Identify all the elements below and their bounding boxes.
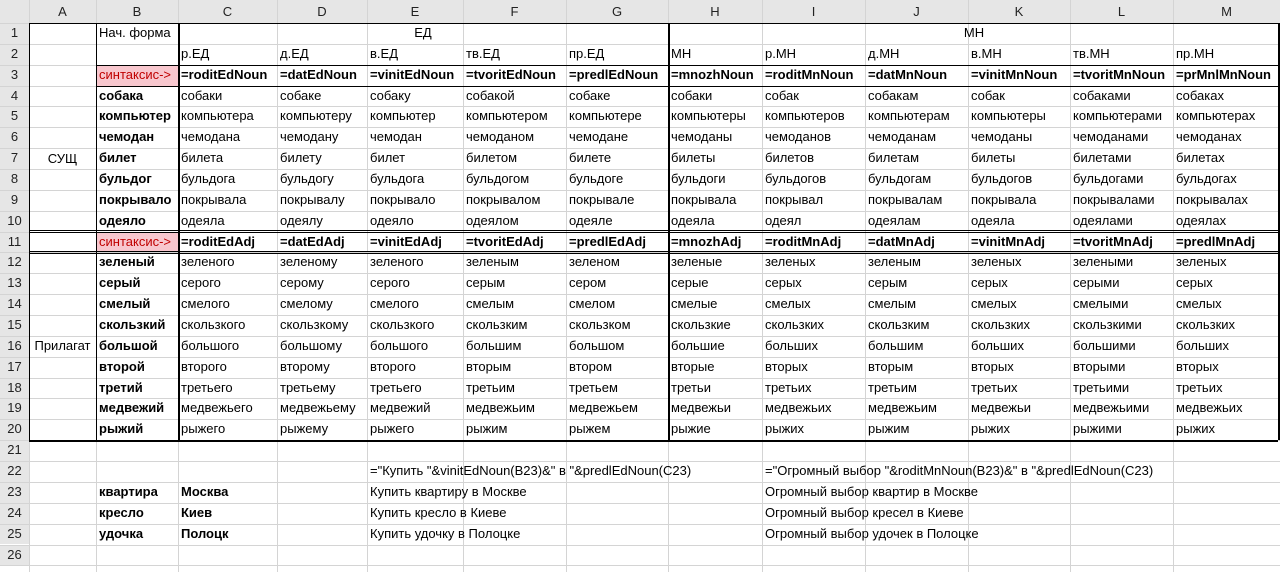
form-cell[interactable]: смелого (370, 296, 419, 312)
syntax-cell[interactable]: =datMnAdj (868, 233, 935, 249)
form-cell[interactable]: зеленому (280, 254, 338, 270)
form-cell[interactable]: компьютерам (868, 108, 950, 124)
form-cell[interactable]: одеяла (181, 212, 225, 228)
border-line (29, 440, 1278, 442)
form-cell[interactable]: рыжего (181, 421, 226, 437)
form-cell[interactable]: покрывалу (280, 191, 345, 207)
column-header-g[interactable]: G (566, 0, 668, 23)
syntax-cell[interactable]: =vinitMnNoun (971, 66, 1058, 82)
syntax-cell[interactable]: =predlEdAdj (569, 233, 646, 249)
form-cell[interactable]: чемодана (181, 129, 241, 145)
base-word-cell[interactable]: третий (99, 379, 143, 395)
row-header-9[interactable]: 9 (0, 190, 29, 211)
syntax-cell[interactable]: =vinitEdNoun (370, 66, 455, 82)
adj-section-label[interactable]: Прилагат (34, 338, 91, 354)
syntax-cell[interactable]: =tvoritEdAdj (466, 233, 544, 249)
border-line (96, 65, 1278, 66)
form-cell[interactable]: компьютеры (971, 108, 1046, 124)
row-header-10[interactable]: 10 (0, 211, 29, 232)
form-cell[interactable]: больших (1176, 337, 1229, 353)
form-cell[interactable]: бульдогов (765, 171, 827, 187)
form-cell[interactable]: зелеными (1073, 254, 1134, 270)
column-header-e[interactable]: E (367, 0, 463, 23)
form-cell[interactable]: покрывал (765, 191, 824, 207)
row-header-16[interactable]: 16 (0, 336, 29, 357)
form-cell[interactable]: скользкого (181, 317, 246, 333)
base-word-cell[interactable]: покрывало (99, 191, 172, 207)
row-header-7[interactable]: 7 (0, 148, 29, 169)
form-cell[interactable]: медвежьи (671, 400, 732, 416)
form-cell[interactable]: собаке (280, 87, 322, 103)
row-header-25[interactable]: 25 (0, 524, 29, 545)
form-cell[interactable]: скользких (971, 317, 1031, 333)
form-cell[interactable]: смелых (1176, 296, 1222, 312)
form-cell[interactable]: второго (181, 358, 227, 374)
form-cell[interactable]: большим (466, 337, 522, 353)
form-cell[interactable]: вторыми (1073, 358, 1126, 374)
form-cell[interactable]: компьютеров (765, 108, 845, 124)
form-cell[interactable]: скользкому (280, 317, 349, 333)
base-word-cell[interactable]: бульдог (99, 171, 152, 187)
form-cell[interactable]: третьи (671, 379, 711, 395)
syntax-cell[interactable]: =roditEdAdj (181, 233, 256, 249)
initial-form-header[interactable]: Нач. форма (99, 25, 171, 40)
form-cell[interactable]: чемоданах (1176, 129, 1242, 145)
form-cell[interactable]: покрывала (181, 191, 247, 207)
form-cell[interactable]: чемоданы (971, 129, 1033, 145)
column-header-i[interactable]: I (762, 0, 865, 23)
row-header-8[interactable]: 8 (0, 169, 29, 190)
form-cell[interactable]: рыжими (1073, 421, 1122, 437)
form-cell[interactable]: одеялом (466, 212, 519, 228)
form-cell[interactable]: зеленом (569, 254, 620, 270)
form-cell[interactable]: серых (1176, 275, 1213, 291)
form-cell[interactable]: одеялу (280, 212, 323, 228)
border-line (96, 86, 1278, 87)
base-word-cell[interactable]: чемодан (99, 129, 155, 145)
form-cell[interactable]: скользким (466, 317, 528, 333)
form-cell[interactable]: собак (765, 87, 799, 103)
form-cell[interactable]: серых (765, 275, 802, 291)
form-cell[interactable]: больших (765, 337, 818, 353)
form-cell[interactable]: серого (370, 275, 410, 291)
grid-line (0, 565, 1280, 566)
form-cell[interactable]: большие (671, 337, 725, 353)
form-cell[interactable]: билеты (971, 150, 1016, 166)
form-cell[interactable]: собакой (466, 87, 515, 103)
row-header-14[interactable]: 14 (0, 294, 29, 315)
base-word-cell[interactable]: компьютер (99, 108, 171, 124)
form-cell[interactable]: скользкого (370, 317, 435, 333)
form-cell[interactable]: компьютерами (1073, 108, 1162, 124)
form-cell[interactable]: больших (971, 337, 1024, 353)
form-cell[interactable]: большими (1073, 337, 1136, 353)
form-cell[interactable]: медвежий (370, 400, 431, 416)
form-cell[interactable]: смелые (671, 296, 718, 312)
syntax-cell[interactable]: =datMnNoun (868, 66, 948, 82)
form-cell[interactable]: одеяла (671, 212, 715, 228)
form-cell[interactable]: третьего (181, 379, 233, 395)
form-cell[interactable]: сером (569, 275, 607, 291)
form-cell[interactable]: скользкие (671, 317, 731, 333)
row-header-12[interactable]: 12 (0, 252, 29, 273)
form-cell[interactable]: второго (370, 358, 416, 374)
form-cell[interactable]: собаки (181, 87, 223, 103)
column-header-j[interactable]: J (865, 0, 968, 23)
form-cell[interactable]: одеялами (1073, 212, 1133, 228)
row-header-26[interactable]: 26 (0, 545, 29, 566)
form-cell[interactable]: билетах (1176, 150, 1225, 166)
form-cell[interactable]: бульдогом (466, 171, 530, 187)
syntax-cell[interactable]: =roditMnNoun (765, 66, 854, 82)
form-cell[interactable]: собаке (569, 87, 611, 103)
form-cell[interactable]: зеленым (868, 254, 921, 270)
column-header-m[interactable]: M (1173, 0, 1280, 23)
form-cell[interactable]: вторых (765, 358, 808, 374)
form-cell[interactable]: вторым (466, 358, 512, 374)
form-cell[interactable]: зеленого (370, 254, 424, 270)
row-header-3[interactable]: 3 (0, 65, 29, 86)
example-choice-result[interactable]: Огромный выбор квартир в Москве (765, 483, 978, 499)
form-cell[interactable]: серым (868, 275, 908, 291)
form-cell[interactable]: смелым (466, 296, 515, 312)
row-header-4[interactable]: 4 (0, 86, 29, 107)
row-header-13[interactable]: 13 (0, 273, 29, 294)
formula-buy[interactable]: ="Купить "&vinitEdNoun(B23)&" в "&predlEdNoun(C23) (370, 463, 692, 479)
example-city-cell[interactable]: Москва (181, 483, 229, 499)
form-cell[interactable]: рыжих (1176, 421, 1216, 437)
form-cell[interactable]: бульдога (370, 171, 425, 187)
form-cell[interactable]: компьютеру (280, 108, 352, 124)
form-cell[interactable]: билета (181, 150, 224, 166)
form-cell[interactable]: вторым (868, 358, 914, 374)
column-header-l[interactable]: L (1070, 0, 1173, 23)
form-cell[interactable]: билетов (765, 150, 815, 166)
form-cell[interactable]: бульдогам (868, 171, 932, 187)
base-word-cell[interactable]: смелый (99, 296, 151, 312)
form-cell[interactable]: третьему (280, 379, 336, 395)
syntax-cell[interactable]: =datEdNoun (280, 66, 357, 82)
form-cell[interactable]: третьим (868, 379, 917, 395)
case-header[interactable]: МН (671, 45, 692, 61)
form-cell[interactable]: медвежьими (1073, 400, 1150, 416)
form-cell[interactable]: рыжем (569, 421, 611, 437)
form-cell[interactable]: компьютера (181, 108, 254, 124)
form-cell[interactable]: смелом (569, 296, 616, 312)
form-cell[interactable]: чемодане (569, 129, 629, 145)
form-cell[interactable]: собаках (1176, 87, 1224, 103)
plural-header[interactable]: МН (963, 25, 985, 40)
border-line (29, 253, 1278, 254)
row-header-23[interactable]: 23 (0, 482, 29, 503)
syntax-cell[interactable]: =datEdAdj (280, 233, 345, 249)
form-cell[interactable]: рыжие (671, 421, 711, 437)
form-cell[interactable]: вторые (671, 358, 715, 374)
form-cell[interactable]: смелых (765, 296, 811, 312)
form-cell[interactable]: покрывалом (466, 191, 541, 207)
form-cell[interactable]: вторых (971, 358, 1014, 374)
form-cell[interactable]: компьютере (569, 108, 642, 124)
row-header-22[interactable]: 22 (0, 461, 29, 482)
form-cell[interactable]: медвежьих (765, 400, 832, 416)
form-cell[interactable]: медвежьем (569, 400, 638, 416)
form-cell[interactable]: одеяла (971, 212, 1015, 228)
form-cell[interactable]: зеленые (671, 254, 723, 270)
row-header-15[interactable]: 15 (0, 315, 29, 336)
column-header-h[interactable]: H (668, 0, 762, 23)
form-cell[interactable]: рыжих (971, 421, 1011, 437)
noun-section-label[interactable]: СУЩ (47, 150, 78, 166)
form-cell[interactable]: бульдоге (569, 171, 624, 187)
case-header[interactable]: пр.ЕД (569, 45, 605, 61)
syntax-cell[interactable]: =prMnlMnNoun (1176, 66, 1271, 82)
base-word-cell[interactable]: второй (99, 358, 145, 374)
form-cell[interactable]: медвежьим (466, 400, 535, 416)
form-cell[interactable]: большого (370, 337, 429, 353)
base-word-cell[interactable]: билет (99, 150, 137, 166)
example-buy-result[interactable]: Купить удочку в Полоцке (370, 525, 521, 541)
example-city-cell[interactable]: Полоцк (181, 525, 229, 541)
form-cell[interactable]: чемодан (370, 129, 422, 145)
form-cell[interactable]: третьими (1073, 379, 1130, 395)
form-cell[interactable]: бульдогу (280, 171, 334, 187)
form-cell[interactable]: зеленого (181, 254, 235, 270)
form-cell[interactable]: покрывалами (1073, 191, 1155, 207)
form-cell[interactable]: компьютеры (671, 108, 746, 124)
form-cell[interactable]: смелых (971, 296, 1017, 312)
form-cell[interactable]: билет (370, 150, 406, 166)
syntax-cell[interactable]: =vinitMnAdj (971, 233, 1046, 249)
syntax-cell[interactable]: =tvoritEdNoun (466, 66, 556, 82)
syntax-cell[interactable]: =mnozhNoun (671, 66, 754, 82)
form-cell[interactable]: компьютером (466, 108, 548, 124)
case-header[interactable]: тв.МН (1073, 45, 1110, 61)
form-cell[interactable]: бульдогов (971, 171, 1033, 187)
base-word-cell[interactable]: медвежий (99, 400, 165, 416)
form-cell[interactable]: смелого (181, 296, 230, 312)
example-noun-cell[interactable]: удочка (99, 525, 144, 541)
case-header[interactable]: д.МН (868, 45, 900, 61)
border-line (1278, 23, 1280, 440)
select-all-corner[interactable] (0, 0, 29, 23)
row-header-1[interactable]: 1 (0, 23, 29, 44)
row-header-11[interactable]: 11 (0, 232, 29, 253)
form-cell[interactable]: втором (569, 358, 613, 374)
form-cell[interactable]: третьим (466, 379, 515, 395)
border-line (29, 23, 1278, 24)
formula-choice[interactable]: ="Огромный выбор "&roditMnNoun(B23)&" в "&predlEdNoun(C23) (765, 463, 1154, 479)
form-cell[interactable]: чемоданов (765, 129, 832, 145)
form-cell[interactable]: зеленых (765, 254, 816, 270)
form-cell[interactable]: третьих (971, 379, 1018, 395)
form-cell[interactable]: покрывале (569, 191, 635, 207)
syntax-cell[interactable]: =tvoritMnAdj (1073, 233, 1153, 249)
form-cell[interactable]: чемоданы (671, 129, 733, 145)
form-cell[interactable]: бульдоги (671, 171, 726, 187)
noun_section-syntax-label[interactable]: синтаксис-> (96, 65, 178, 86)
form-cell[interactable]: вторых (1176, 358, 1219, 374)
example-choice-result[interactable]: Огромный выбор кресел в Киеве (765, 504, 964, 520)
row-header-18[interactable]: 18 (0, 378, 29, 399)
form-cell[interactable]: одеялам (868, 212, 921, 228)
form-cell[interactable]: зеленых (1176, 254, 1227, 270)
form-cell[interactable]: медвежьим (868, 400, 937, 416)
form-cell[interactable]: скользком (569, 317, 631, 333)
form-cell[interactable]: большому (280, 337, 342, 353)
form-cell[interactable]: смелым (868, 296, 917, 312)
form-cell[interactable]: третьего (370, 379, 422, 395)
border-line (29, 251, 1278, 252)
form-cell[interactable]: покрывала (971, 191, 1037, 207)
example-buy-result[interactable]: Купить квартиру в Москве (370, 483, 527, 499)
form-cell[interactable]: скользким (868, 317, 930, 333)
form-cell[interactable]: собаку (370, 87, 411, 103)
form-cell[interactable]: билетом (466, 150, 518, 166)
form-cell[interactable]: серому (280, 275, 324, 291)
form-cell[interactable]: билету (280, 150, 322, 166)
row-header-5[interactable]: 5 (0, 106, 29, 127)
example-noun-cell[interactable]: кресло (99, 504, 144, 520)
case-header[interactable]: в.ЕД (370, 45, 398, 61)
form-cell[interactable]: бульдогами (1073, 171, 1144, 187)
form-cell[interactable]: чемоданом (466, 129, 535, 145)
form-cell[interactable]: компьютерах (1176, 108, 1256, 124)
grid-line (0, 545, 1280, 546)
form-cell[interactable]: собак (971, 87, 1005, 103)
form-cell[interactable]: компьютер (370, 108, 436, 124)
form-cell[interactable]: одеяло (370, 212, 414, 228)
base-word-cell[interactable]: серый (99, 275, 141, 291)
row-header-21[interactable]: 21 (0, 440, 29, 461)
case-header[interactable]: в.МН (971, 45, 1002, 61)
syntax-cell[interactable]: =mnozhAdj (671, 233, 742, 249)
form-cell[interactable]: билетами (1073, 150, 1132, 166)
form-cell[interactable]: большого (181, 337, 240, 353)
form-cell[interactable]: билете (569, 150, 612, 166)
border-line (29, 232, 1278, 233)
form-cell[interactable]: рыжего (370, 421, 415, 437)
example-noun-cell[interactable]: квартира (99, 483, 158, 499)
form-cell[interactable]: второму (280, 358, 330, 374)
form-cell[interactable]: чемоданами (1073, 129, 1149, 145)
form-cell[interactable]: медвежьему (280, 400, 356, 416)
row-header-17[interactable]: 17 (0, 357, 29, 378)
row-header-2[interactable]: 2 (0, 44, 29, 65)
row-header-19[interactable]: 19 (0, 398, 29, 419)
syntax-cell[interactable]: =roditMnAdj (765, 233, 842, 249)
base-word-cell[interactable]: собака (99, 87, 144, 103)
form-cell[interactable]: смелыми (1073, 296, 1129, 312)
form-cell[interactable]: медвежьих (1176, 400, 1243, 416)
form-cell[interactable]: рыжим (466, 421, 508, 437)
form-cell[interactable]: чемоданам (868, 129, 937, 145)
form-cell[interactable]: серым (466, 275, 506, 291)
form-cell[interactable]: большим (868, 337, 924, 353)
syntax-cell[interactable]: =predlEdNoun (569, 66, 659, 82)
example-buy-result[interactable]: Купить кресло в Киеве (370, 504, 507, 520)
row-header-6[interactable]: 6 (0, 127, 29, 148)
column-header-k[interactable]: K (968, 0, 1070, 23)
form-cell[interactable]: бульдогах (1176, 171, 1237, 187)
form-cell[interactable]: третьем (569, 379, 618, 395)
row-header-24[interactable]: 24 (0, 503, 29, 524)
column-header-a[interactable]: A (29, 0, 96, 23)
form-cell[interactable]: покрывалам (868, 191, 943, 207)
form-cell[interactable]: покрывала (671, 191, 737, 207)
form-cell[interactable]: третьих (1176, 379, 1223, 395)
form-cell[interactable]: собаки (671, 87, 713, 103)
form-cell[interactable]: скользких (1176, 317, 1236, 333)
form-cell[interactable]: серые (671, 275, 709, 291)
base-word-cell[interactable]: одеяло (99, 212, 146, 228)
adj_section-syntax-label[interactable]: синтаксис-> (96, 232, 178, 253)
form-cell[interactable]: скользкими (1073, 317, 1142, 333)
form-cell[interactable]: скользких (765, 317, 825, 333)
form-cell[interactable]: рыжих (765, 421, 805, 437)
form-cell[interactable]: билетам (868, 150, 920, 166)
form-cell[interactable]: рыжим (868, 421, 910, 437)
form-cell[interactable]: чемодану (280, 129, 339, 145)
form-cell[interactable]: билеты (671, 150, 716, 166)
singular-header[interactable]: ЕД (414, 25, 432, 40)
syntax-cell[interactable]: =roditEdNoun (181, 66, 268, 82)
case-header[interactable]: пр.МН (1176, 45, 1215, 61)
form-cell[interactable]: одеял (765, 212, 802, 228)
column-header-b[interactable]: B (96, 0, 178, 23)
syntax-cell[interactable]: =tvoritMnNoun (1073, 66, 1166, 82)
form-cell[interactable]: покрывалах (1176, 191, 1248, 207)
form-cell[interactable]: большом (569, 337, 625, 353)
row-header-20[interactable]: 20 (0, 419, 29, 440)
form-cell[interactable]: зеленым (466, 254, 519, 270)
form-cell[interactable]: медвежьего (181, 400, 253, 416)
case-header[interactable]: р.МН (765, 45, 797, 61)
case-header[interactable]: д.ЕД (280, 45, 309, 61)
base-word-cell[interactable]: скользкий (99, 317, 166, 333)
case-header[interactable]: тв.ЕД (466, 45, 500, 61)
syntax-cell[interactable]: =predlMnAdj (1176, 233, 1256, 249)
form-cell[interactable]: третьих (765, 379, 812, 395)
form-cell[interactable]: медвежьи (971, 400, 1032, 416)
form-cell[interactable]: рыжему (280, 421, 329, 437)
form-cell[interactable]: покрывало (370, 191, 436, 207)
form-cell[interactable]: серых (971, 275, 1008, 291)
example-city-cell[interactable]: Киев (181, 504, 213, 520)
form-cell[interactable]: собаками (1073, 87, 1131, 103)
form-cell[interactable]: одеялах (1176, 212, 1227, 228)
base-word-cell[interactable]: зеленый (99, 254, 155, 270)
form-cell[interactable]: бульдога (181, 171, 236, 187)
form-cell[interactable]: зеленых (971, 254, 1022, 270)
base-word-cell[interactable]: рыжий (99, 421, 144, 437)
column-header-f[interactable]: F (463, 0, 566, 23)
form-cell[interactable]: серого (181, 275, 221, 291)
column-header-d[interactable]: D (277, 0, 367, 23)
form-cell[interactable]: собакам (868, 87, 919, 103)
base-word-cell[interactable]: большой (99, 337, 158, 353)
case-header[interactable]: р.ЕД (181, 45, 210, 61)
syntax-cell[interactable]: =vinitEdAdj (370, 233, 442, 249)
form-cell[interactable]: серыми (1073, 275, 1120, 291)
border-line (29, 230, 1278, 231)
form-cell[interactable]: одеяле (569, 212, 613, 228)
example-choice-result[interactable]: Огромный выбор удочек в Полоцке (765, 525, 979, 541)
column-header-c[interactable]: C (178, 0, 277, 23)
form-cell[interactable]: смелому (280, 296, 333, 312)
